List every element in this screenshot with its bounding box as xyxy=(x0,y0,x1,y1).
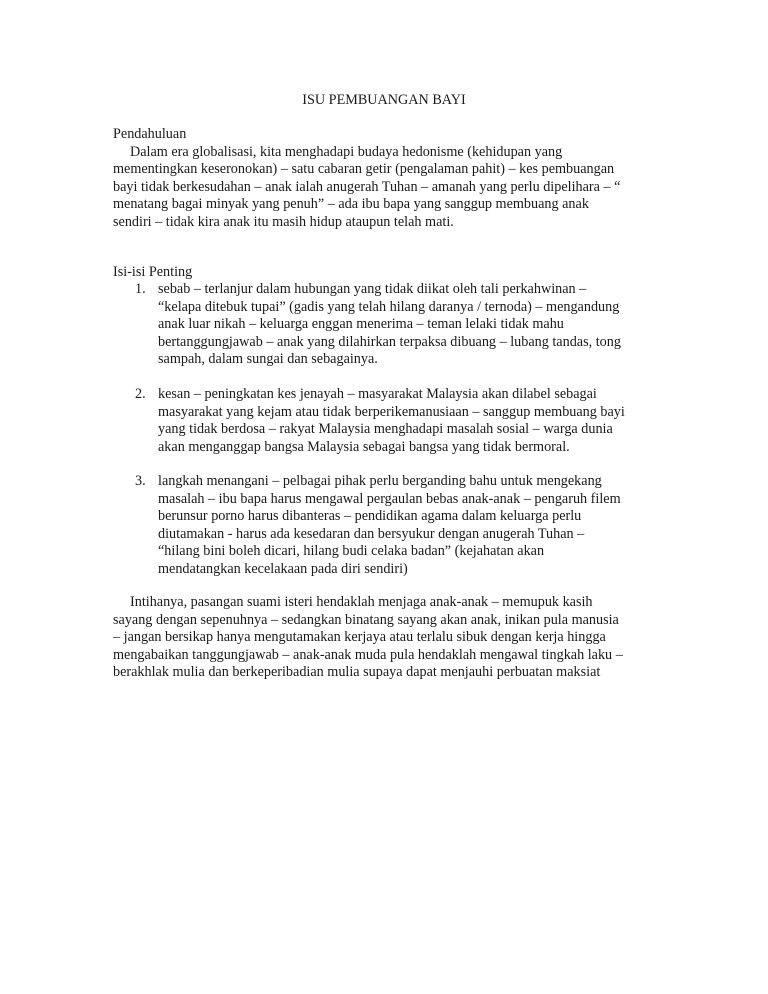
paragraph-line: mementingkan keseronokan) – satu cabaran getir (pengalaman pahit) – kes pembuangan xyxy=(113,161,615,177)
list-item-line: bertanggungjawab – anak yang dilahirkan terpaksa dibuang – lubang tandas, tong xyxy=(158,333,621,350)
list-item-line: anak luar nikah – keluarga enggan menerima – teman lelaki tidak mahu xyxy=(158,316,564,332)
list-item-text xyxy=(158,281,621,369)
section-pendahuluan xyxy=(113,126,673,231)
list-item-line: akan menganggap bangsa Malaysia sebagai bangsa yang tidak bermoral. xyxy=(158,438,570,455)
paragraph-line: bayi tidak berkesudahan – anak ialah anugerah Tuhan – amanah yang perlu dipelihara – “ xyxy=(113,178,621,195)
list-item-line: masalah – ibu bapa harus mengawal pergaulan bebas anak-anak – pengaruh filem xyxy=(158,490,621,507)
paragraph-line: menatang bagai minyak yang penuh” – ada ibu bapa yang sanggup membuang anak xyxy=(113,196,589,212)
section-heading-isi: Isi-isi Penting xyxy=(113,264,193,280)
paragraph-line: Intihanya, pasangan suami isteri hendaklah menjaga anak-anak – memupuk kasih xyxy=(130,594,593,610)
list-item-number: 1. xyxy=(135,281,146,297)
list-item-text xyxy=(158,386,625,456)
list-item-line: mendatangkan kecelakaan pada diri sendiri) xyxy=(158,560,408,577)
list-item-line: kesan – peningkatan kes jenayah – masyarakat Malaysia akan dilabel sebagai xyxy=(158,386,597,402)
list-item-line: “kelapa ditebuk tupai” (gadis yang telah hilang daranya / ternoda) – mengandung xyxy=(158,298,620,315)
list-item-text xyxy=(158,473,621,578)
list-item-line: berunsur porno harus dibanteras – pendidikan agama dalam keluarga perlu xyxy=(158,508,582,524)
paragraph-pendahuluan xyxy=(113,144,673,232)
list-item-line: sampah, dalam sungai dan sebagainya. xyxy=(158,351,378,367)
list-item-line: langkah menangani – pelbagai pihak perlu berganding bahu untuk mengekang xyxy=(158,473,602,489)
list-item-number: 2. xyxy=(135,386,146,402)
paragraph-line: sayang dengan sepenuhnya – sedangkan binatang sayang akan anak, inikan pula manusia xyxy=(113,611,619,628)
paragraph-line: berakhlak mulia dan berkeperibadian mulia supaya dapat menjauhi perbuatan maksiat xyxy=(113,664,601,680)
list-item-line: “hilang bini boleh dicari, hilang budi celaka badan” (kejahatan akan xyxy=(158,543,545,559)
paragraph-intihanya xyxy=(113,594,673,682)
paragraph-line: mengabaikan tanggungjawab – anak-anak muda pula hendaklah mengawal tingkah laku – xyxy=(113,646,623,663)
paragraph-line: – jangan bersikap hanya mengutamakan kerjaya atau terlalu sibuk dengan kerja hingga xyxy=(113,629,606,645)
list-item-line: sebab – terlanjur dalam hubungan yang tidak diikat oleh tali perkahwinan – xyxy=(158,281,587,297)
list-item-line: yang tidak berdosa – rakyat Malaysia menghadapi masalah sosial – warga dunia xyxy=(158,421,613,437)
list-item-line: diutamakan - harus ada kesedaran dan bersyukur dengan anugerah Tuhan – xyxy=(158,525,585,542)
paragraph-line: Dalam era globalisasi, kita menghadapi budaya hedonisme (kehidupan yang xyxy=(130,143,563,160)
paragraph-line: sendiri – tidak kira anak itu masih hidup ataupun telah mati. xyxy=(113,213,454,230)
section-heading-pendahuluan: Pendahuluan xyxy=(113,126,187,142)
list-item-number: 3. xyxy=(135,473,146,489)
document-title: ISU PEMBUANGAN BAYI xyxy=(302,92,466,108)
list-item-line: masyarakat yang kejam atau tidak berperikemanusiaan – sanggup membuang bayi xyxy=(158,403,625,420)
